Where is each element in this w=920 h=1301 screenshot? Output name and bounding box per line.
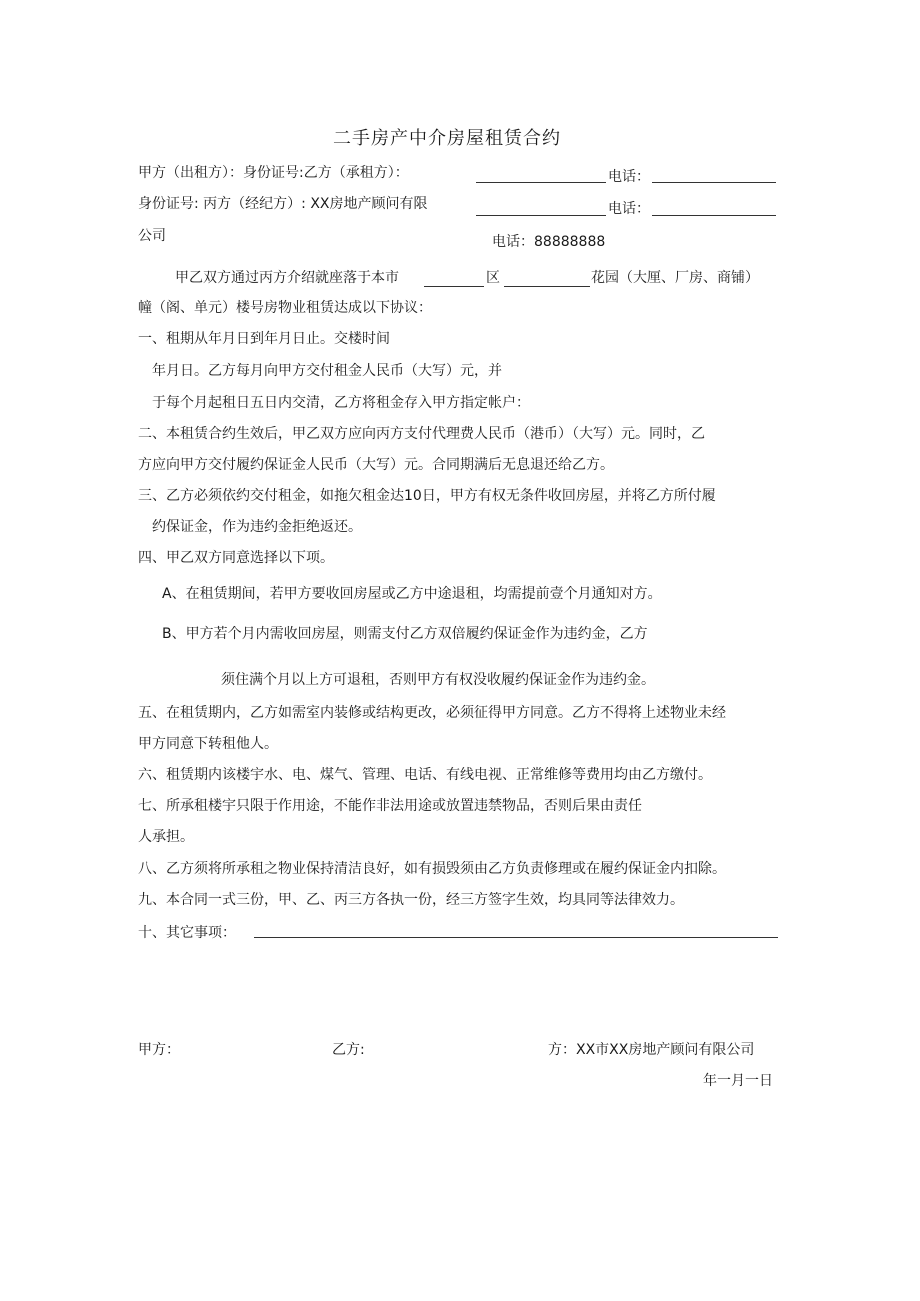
phone-label-1: 电话： <box>608 169 650 185</box>
clause-1-line-3: 于每个月起租日五日内交清，乙方将租金存入甲方指定帐户： <box>152 395 530 411</box>
blank-underline <box>254 937 778 938</box>
signature-party-a: 甲方： <box>138 1042 180 1058</box>
clause-2-line-2: 方应向甲方交付履约保证金人民币（大写）元。合同期满后无息退还给乙方。 <box>138 457 614 473</box>
clause-4-option-b-cont: 须住满个月以上方可退租，否则甲方有权没收履约保证金作为违约金。 <box>221 672 655 688</box>
clause-5-line-1: 五、在租赁期内，乙方如需室内装修或结构更改，必须征得甲方同意。乙方不得将上述物业未经 <box>138 705 726 721</box>
signature-date: 年一月一日 <box>703 1073 773 1089</box>
blank-underline <box>652 182 776 183</box>
clause-2-line-1: 二、本租赁合约生效后，甲乙双方应向丙方支付代理费人民币（港币）（大写）元。同时，乙 <box>138 426 705 442</box>
clause-8: 八、乙方须将所承租之物业保持清洁良好，如有损毁须由乙方负责修理或在履约保证金内扣除。 <box>138 861 726 877</box>
clause-3-line-1: 三、乙方必须依约交付租金，如拖欠租金达10日，甲方有权无条件收回房屋，并将乙方所付履 <box>138 488 716 504</box>
blank-underline <box>424 286 484 287</box>
intro-garden: 花园（大厘、厂房、商铺） <box>591 270 759 286</box>
clause-3-line-2: 约保证金，作为违约金拒绝返还。 <box>152 519 362 535</box>
clause-5-line-2: 甲方同意下转租他人。 <box>138 736 278 752</box>
phone-label-2: 电话： <box>608 201 650 217</box>
clause-7-line-1: 七、所承租楼宇只限于作用途，不能作非法用途或放置违禁物品，否则后果由责任 <box>138 798 642 814</box>
signature-party-b: 乙方: <box>332 1042 365 1058</box>
clause-4-option-a: A、在租赁期间，若甲方要收回房屋或乙方中途退租，均需提前壹个月通知对方。 <box>162 586 662 602</box>
blank-underline <box>476 182 606 183</box>
blank-underline <box>652 215 776 216</box>
clause-9: 九、本合同一式三份，甲、乙、丙三方各执一份，经三方签字生效，均具同等法律效力。 <box>138 892 684 908</box>
clause-4: 四、甲乙双方同意选择以下项。 <box>138 550 334 566</box>
clause-7-line-2: 人承担。 <box>138 829 194 845</box>
clause-1-line-2: 年月日。乙方每月向甲方交付租金人民币（大写）元，并 <box>152 363 502 379</box>
clause-10: 十、其它事项： <box>138 925 236 941</box>
clause-1-line-1: 一、租期从年月日到年月日止。交楼时间 <box>138 331 390 347</box>
intro-district: 区 <box>486 270 500 286</box>
intro-line-1: 甲乙双方通过丙方介绍就座落于本市 <box>175 270 399 286</box>
header-party-line-3: 公司 <box>138 228 166 244</box>
clause-4-option-b: B、甲方若个月内需收回房屋，则需支付乙方双倍履约保证金作为违约金，乙方 <box>162 626 648 642</box>
page-title: 二手房产中介房屋租赁合约 <box>333 128 561 149</box>
phone-party-c: 电话：88888888 <box>492 234 606 250</box>
blank-underline <box>504 286 590 287</box>
signature-party-c: 方：XX市XX房地产顾问有限公司 <box>548 1042 755 1058</box>
clause-6: 六、租赁期内该楼宇水、电、煤气、管理、电话、有线电视、正常维修等费用均由乙方缴付。 <box>138 767 712 783</box>
blank-underline <box>476 215 606 216</box>
intro-line-2: 幢（阁、单元）楼号房物业租赁达成以下协议： <box>138 300 432 316</box>
header-party-line-1: 甲方（出租方）：身份证号:乙方（承租方）： <box>138 165 409 181</box>
header-party-line-2: 身份证号: 丙方（经纪方）: XX房地产顾问有限 <box>138 196 428 212</box>
